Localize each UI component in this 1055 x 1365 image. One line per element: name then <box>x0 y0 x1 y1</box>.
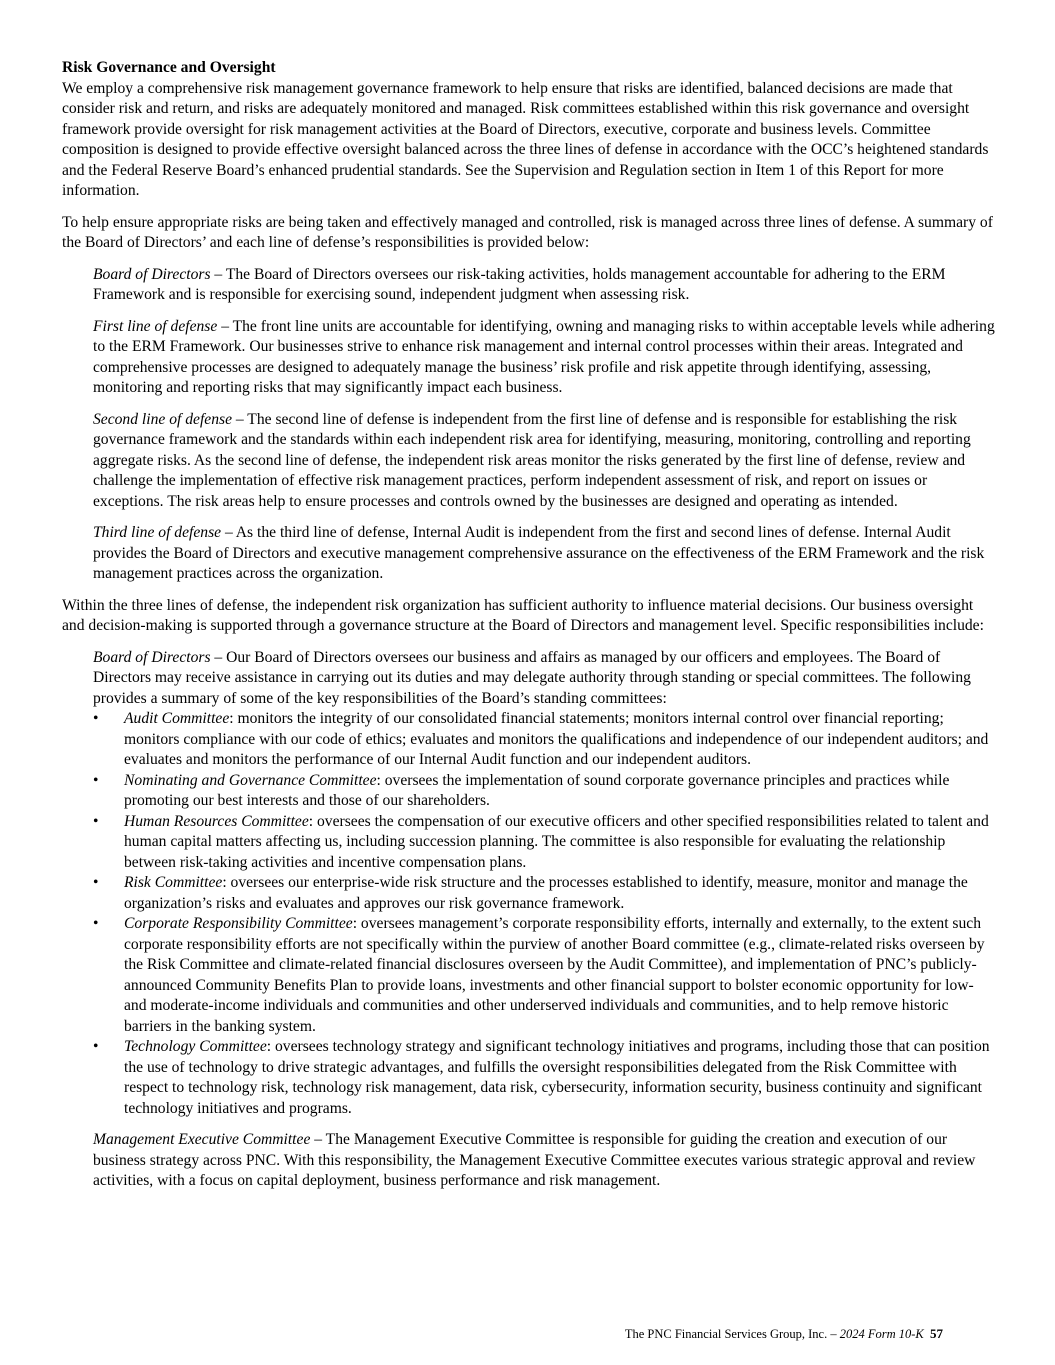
committee-name: Audit Committee <box>124 710 230 727</box>
committee-text: : oversees the compensation of our executive officers and other specified responsibilities related to talent and human capital matters affecting us, including succession planning. The committee is also responsible for evaluating the relationship between risk-taking activities and incentive compensation plans. <box>124 812 989 871</box>
third-line-item <box>93 523 997 585</box>
list-item-risk-committee <box>93 873 997 914</box>
item-lead: Board of Directors <box>93 265 211 283</box>
second-line-item <box>93 410 997 513</box>
item-lead: Board of Directors <box>93 648 211 666</box>
board-of-directors-item <box>93 648 997 710</box>
committee-name: Technology Committee <box>124 1038 267 1055</box>
item-lead: Management Executive Committee <box>93 1131 311 1148</box>
committee-text: : oversees the implementation of sound corporate governance principles and practices while promoting our best interests and those of our shareholders. <box>124 771 950 809</box>
item-text: – As the third line of defense, Internal Audit is independent from the first and second lines of defense. Internal Audit provides the Board of Directors and executive management comprehensive assurance on the effectiveness of the ERM Framework and the risk management practices across the organization. <box>93 524 985 582</box>
item-lead: First line of defense <box>93 317 218 335</box>
bullet-icon: • <box>93 915 99 932</box>
bullet-icon: • <box>93 812 99 830</box>
committee-text: : oversees management’s corporate responsibility efforts, internally and externally, to the extent such corporate responsibility efforts are not specifically within the purview of another Board committee (e.g., climate-related risks overseen by the Risk Committee and climate-related financial disclosures overseen by the Audit Committee), and implementation of PNC’s publicly-announced Community Benefits Plan to provide loans, investments and other financial support to bolster economic opportunity for low- and moderate-income individuals and communities and other underserved individuals and communities, and to help remove historic barriers in the banking system. <box>124 915 985 1035</box>
bullet-icon: • <box>93 874 99 891</box>
section-heading: Risk Governance and Oversight <box>62 59 276 76</box>
list-item-audit-committee <box>93 709 997 771</box>
committee-list <box>93 709 997 1119</box>
list-item-corporate-responsibility-committee <box>93 914 997 1037</box>
committee-name: Corporate Responsibility Committee <box>124 915 353 932</box>
committee-name: Nominating and Governance Committee <box>124 771 377 789</box>
footer-company: The PNC Financial Services Group, Inc. – <box>624 1327 840 1341</box>
committee-name: Human Resources Committee <box>124 812 309 830</box>
committee-text: : oversees our enterprise-wide risk structure and the processes established to identify, measure, monitor and manage the organization’s risks and evaluates and approves our risk governance framework. <box>124 874 968 912</box>
page-footer <box>625 1326 943 1342</box>
page-number: 57 <box>930 1326 943 1341</box>
management-executive-item <box>93 1130 997 1192</box>
governance-paragraph: Within the three lines of defense, the independent risk organization has sufficient authority to influence material decisions. Our business oversight and decision-making is supported through a governance structure at the Board of Directors and management level. Specific responsibilities include: <box>62 596 984 634</box>
item-text: – The second line of defense is independent from the first line of defense and is responsible for establishing the risk governance framework and the standards within each independent risk area for identifying, measuring, monitoring, controlling and reporting aggregate risks. As the second line of defense, the independent risk areas monitor the risks generated by the first line of defense, review and challenge the implementation of effective risk management practices, perform independent assessment of risk, and report on issues or exceptions. The risk areas help to ensure processes and controls owned by the businesses are designed and operating as intended. <box>93 410 971 510</box>
committee-text: : monitors the integrity of our consolidated financial statements; monitors internal control over financial reporting; monitors compliance with our code of ethics; evaluates and monitors the qualifications and independence of our independent auditors; and evaluates and monitors the performance of our Internal Audit function and our independent auditors. <box>124 710 989 768</box>
item-text: – The Management Executive Committee is responsible for guiding the creation and execution of our business strategy across PNC. With this responsibility, the Management Executive Committee executes various strategic approval and review activities, with a focus on capital deployment, business performance and risk management. <box>93 1131 976 1189</box>
bullet-icon: • <box>93 771 99 789</box>
summary-paragraph: To help ensure appropriate risks are being taken and effectively managed and controlled, risk is managed across three lines of defense. A summary of the Board of Directors’ and each line of defense’s responsibilities is provided below: <box>62 213 993 251</box>
first-line-item <box>93 317 997 399</box>
committee-text: : oversees technology strategy and significant technology initiatives and programs, including those that can position the use of technology to drive strategic advantages, and fulfills the oversight responsibilities delegated from the Risk Committee with respect to technology risk, technology risk management, data risk, cybersecurity, information security, business continuity and significant technology initiatives and programs. <box>124 1038 990 1117</box>
intro-paragraph: We employ a comprehensive risk management governance framework to help ensure that risks are identified, balanced decisions are made that consider risk and return, and risks are adequately monitored and managed. Risk committees established within this risk governance and oversight framework provide oversight for risk management activities at the Board of Directors, executive, corporate and business levels. Committee composition is designed to provide effective oversight balanced across the three lines of defense in accordance with the OCC’s heightened standards and the Federal Reserve Board’s enhanced prudential standards. See the Supervision and Regulation section in Item 1 of this Report for more information. <box>62 79 989 199</box>
committee-name: Risk Committee <box>124 874 223 891</box>
document-page <box>62 58 997 1203</box>
item-lead: Second line of defense <box>93 410 232 428</box>
list-item-technology-committee <box>93 1037 997 1119</box>
bullet-icon: • <box>93 710 99 727</box>
item-text: – The Board of Directors oversees our risk-taking activities, holds management accountable for adhering to the ERM Framework and is responsible for exercising sound, independent judgment when assessing risk. <box>93 265 946 303</box>
footer-form: 2024 Form 10-K <box>839 1327 924 1341</box>
item-text: – The front line units are accountable for identifying, owning and managing risks to within acceptable levels while adhering to the ERM Framework. Our businesses strive to enhance risk management and internal control processes within their areas. Integrated and comprehensive processes are designed to adequately manage the business’ risk profile and risk appetite through identifying, assessing, monitoring and reporting risks that may significantly impact each business. <box>93 317 995 396</box>
bullet-icon: • <box>93 1038 99 1055</box>
item-text: – Our Board of Directors oversees our business and affairs as managed by our officers and employees. The Board of Directors may receive assistance in carrying out its duties and may delegate authority through standing or special committees. The following provides a summary of some of the key responsibilities of the Board’s standing committees: <box>93 648 971 707</box>
list-item-nominating-committee <box>93 771 997 812</box>
item-lead: Third line of defense <box>93 524 222 541</box>
list-item-hr-committee <box>93 812 997 874</box>
board-oversight-item <box>93 265 997 306</box>
